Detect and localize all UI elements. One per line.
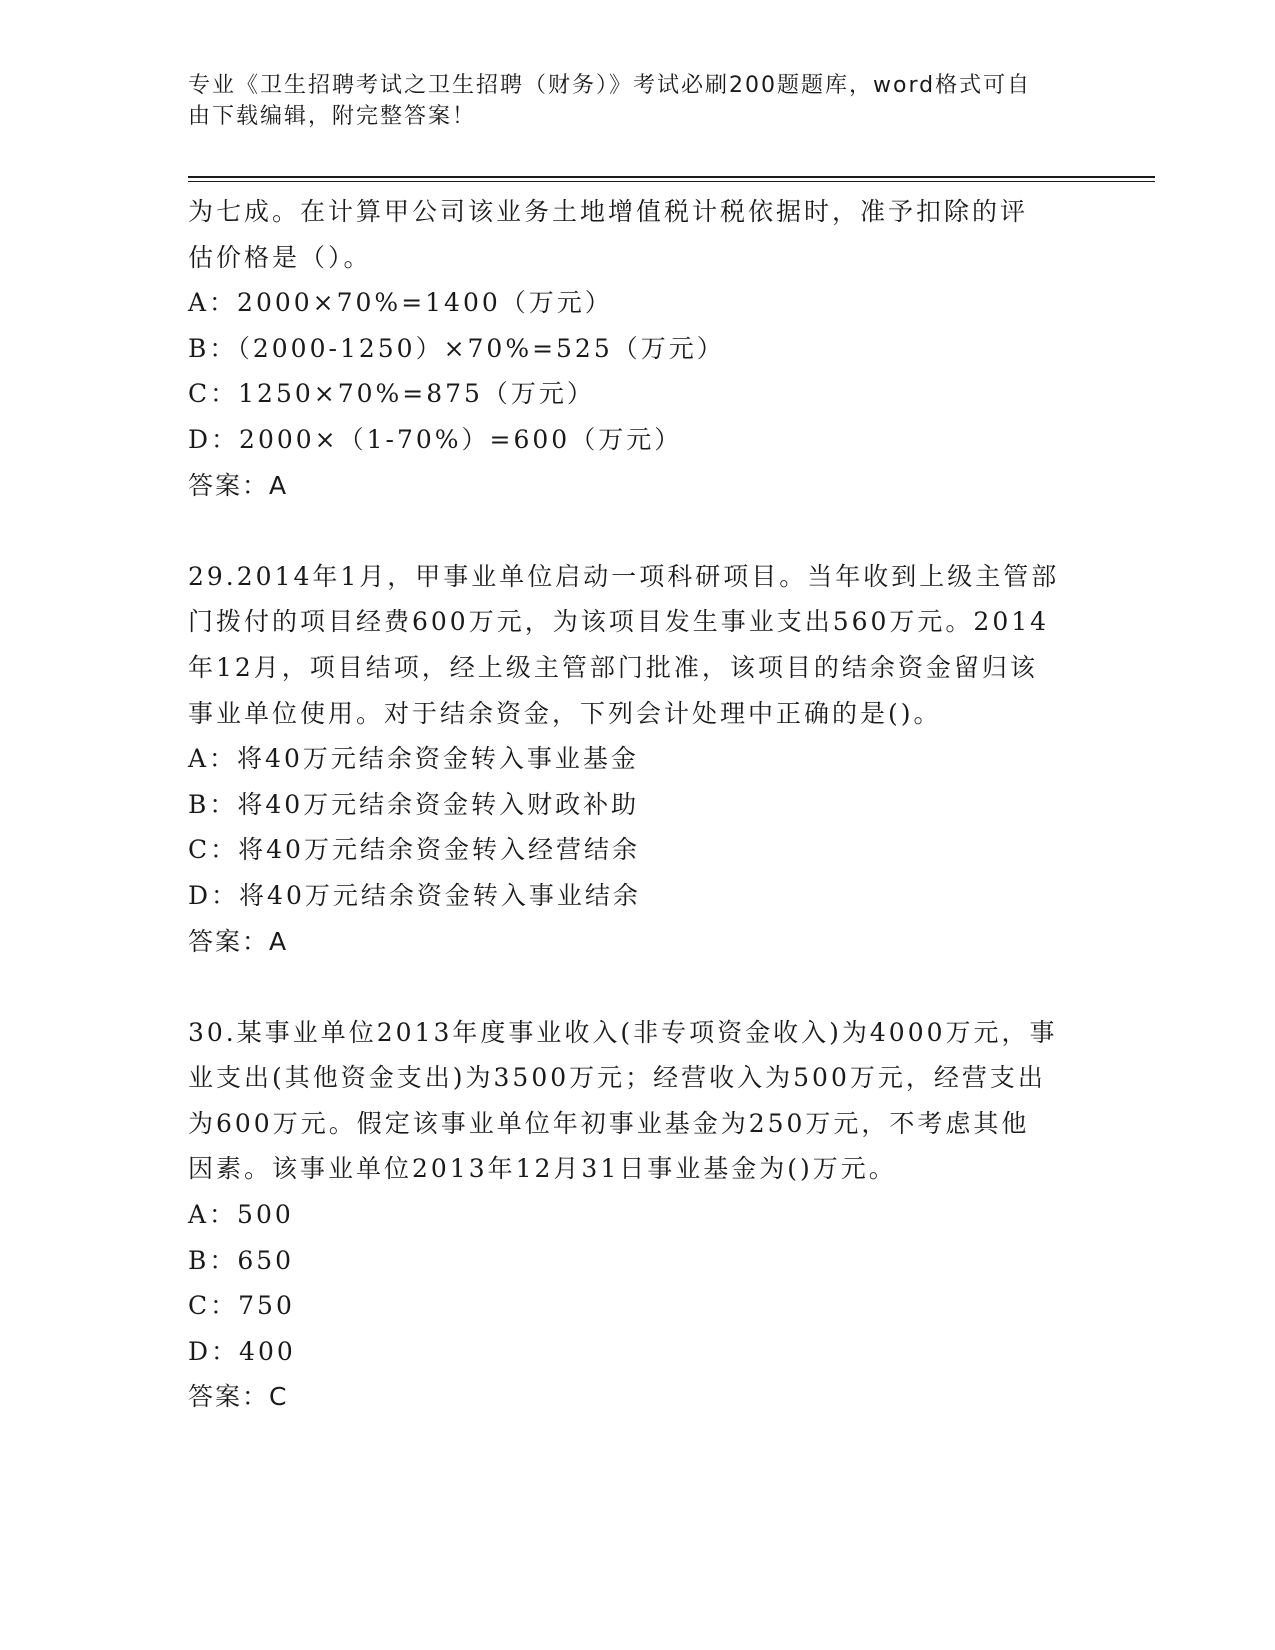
header-line-1: 专业《卫生招聘考试之卫生招聘（财务）》考试必刷200题题库，word格式可自	[188, 73, 1032, 98]
option-c: C：将40万元结余资金转入经营结余	[188, 835, 640, 865]
option-b: B：（2000-1250）×70%=525（万元）	[188, 333, 725, 363]
spacer	[188, 508, 1088, 554]
page-header	[188, 70, 1068, 132]
option-c: C：750	[188, 1291, 295, 1321]
option-b: B：将40万元结余资金转入财政补助	[188, 789, 640, 819]
header-rule-thick	[188, 176, 1155, 178]
header-line-2: 由下载编辑，附完整答案！	[188, 104, 477, 129]
spacer	[188, 964, 1088, 1010]
answer: 答案：C	[188, 1382, 289, 1412]
question-30	[188, 1010, 1088, 1420]
question-stem-line: 30.某事业单位2013年度事业收入(非专项资金收入)为4000万元，事	[188, 1017, 1058, 1047]
question-28	[188, 189, 1088, 508]
question-stem-line: 为七成。在计算甲公司该业务土地增值税计税依据时，准予扣除的评	[188, 197, 1029, 226]
header-rule-thin	[188, 181, 1155, 182]
question-29	[188, 554, 1088, 964]
option-b: B：650	[188, 1245, 295, 1275]
question-stem-line: 门拨付的项目经费600万元，为该项目发生事业支出560万元。2014	[188, 607, 1050, 637]
question-content	[188, 189, 1088, 1420]
question-stem-line: 事业单位使用。对于结余资金，下列会计处理中正确的是()。	[188, 698, 942, 728]
option-d: D：400	[188, 1336, 296, 1366]
answer: 答案：A	[188, 470, 289, 500]
answer: 答案：A	[188, 926, 289, 956]
question-stem-line: 业支出(其他资金支出)为3500万元；经营收入为500万元，经营支出	[188, 1063, 1046, 1093]
question-stem-line: 年12月，项目结项，经上级主管部门批准，该项目的结余资金留归该	[188, 652, 1038, 682]
option-a: A：2000×70%=1400（万元）	[188, 288, 613, 318]
option-c: C：1250×70%=875（万元）	[188, 379, 595, 409]
question-stem-line: 估价格是（）。	[188, 242, 372, 272]
question-stem-line: 因素。该事业单位2013年12月31日事业基金为()万元。	[188, 1154, 897, 1184]
option-a: A：500	[188, 1200, 294, 1230]
question-stem-line: 29.2014年1月，甲事业单位启动一项科研项目。当年收到上级主管部	[188, 561, 1060, 591]
option-d: D：将40万元结余资金转入事业结余	[188, 880, 641, 910]
option-d: D：2000×（1-70%）=600（万元）	[188, 424, 683, 454]
option-a: A：将40万元结余资金转入事业基金	[188, 744, 639, 774]
question-stem-line: 为600万元。假定该事业单位年初事业基金为250万元，不考虑其他	[188, 1108, 1030, 1138]
